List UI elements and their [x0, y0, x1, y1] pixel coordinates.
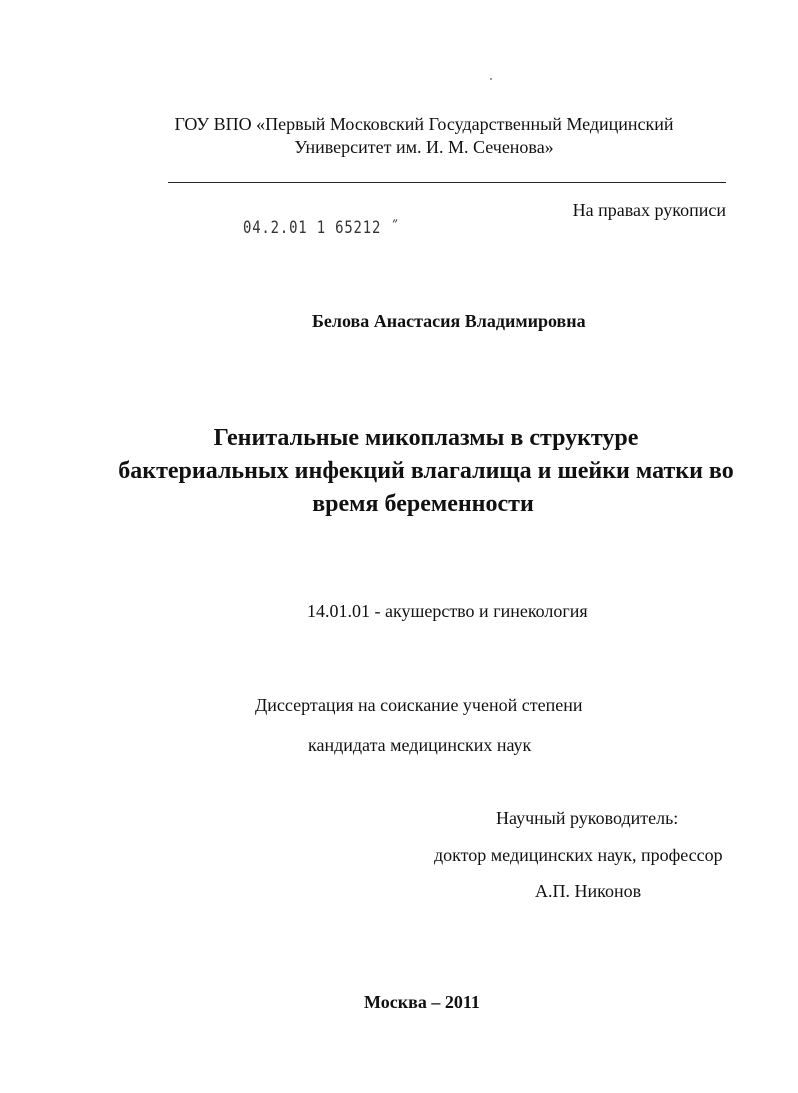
supervisor-name: А.П. Никонов [535, 881, 642, 901]
author-name: Белова Анастасия Владимировна [312, 311, 586, 331]
institution-header [0, 113, 798, 159]
stamp-number: 04.2.01 1 65212 ˝ [243, 218, 400, 238]
dissertation-title [0, 422, 798, 521]
scan-speck [490, 78, 492, 80]
header-divider [168, 182, 726, 183]
supervisor-title: доктор медицинских наук, профессор [434, 845, 723, 865]
supervisor-label: Научный руководитель: [496, 808, 679, 828]
degree-line-1: Диссертация на соискание ученой степени [255, 695, 583, 715]
city-year: Москва – 2011 [364, 992, 480, 1012]
title-line-1: Генитальные микоплазмы в структуре [213, 425, 639, 451]
title-line-2: бактериальных инфекций влагалища и шейки матки во [118, 458, 734, 484]
title-line-3: время беременности [312, 491, 534, 517]
specialty-code: 14.01.01 - акушерство и гинекология [307, 601, 588, 621]
institution-line-2: Университет им. И. М. Сеченова» [294, 137, 554, 157]
degree-line-2: кандидата медицинских наук [308, 735, 532, 755]
institution-line-1: ГОУ ВПО «Первый Московский Государственный Медицинский [174, 114, 674, 134]
rights-note: На правах рукописи [572, 200, 726, 220]
